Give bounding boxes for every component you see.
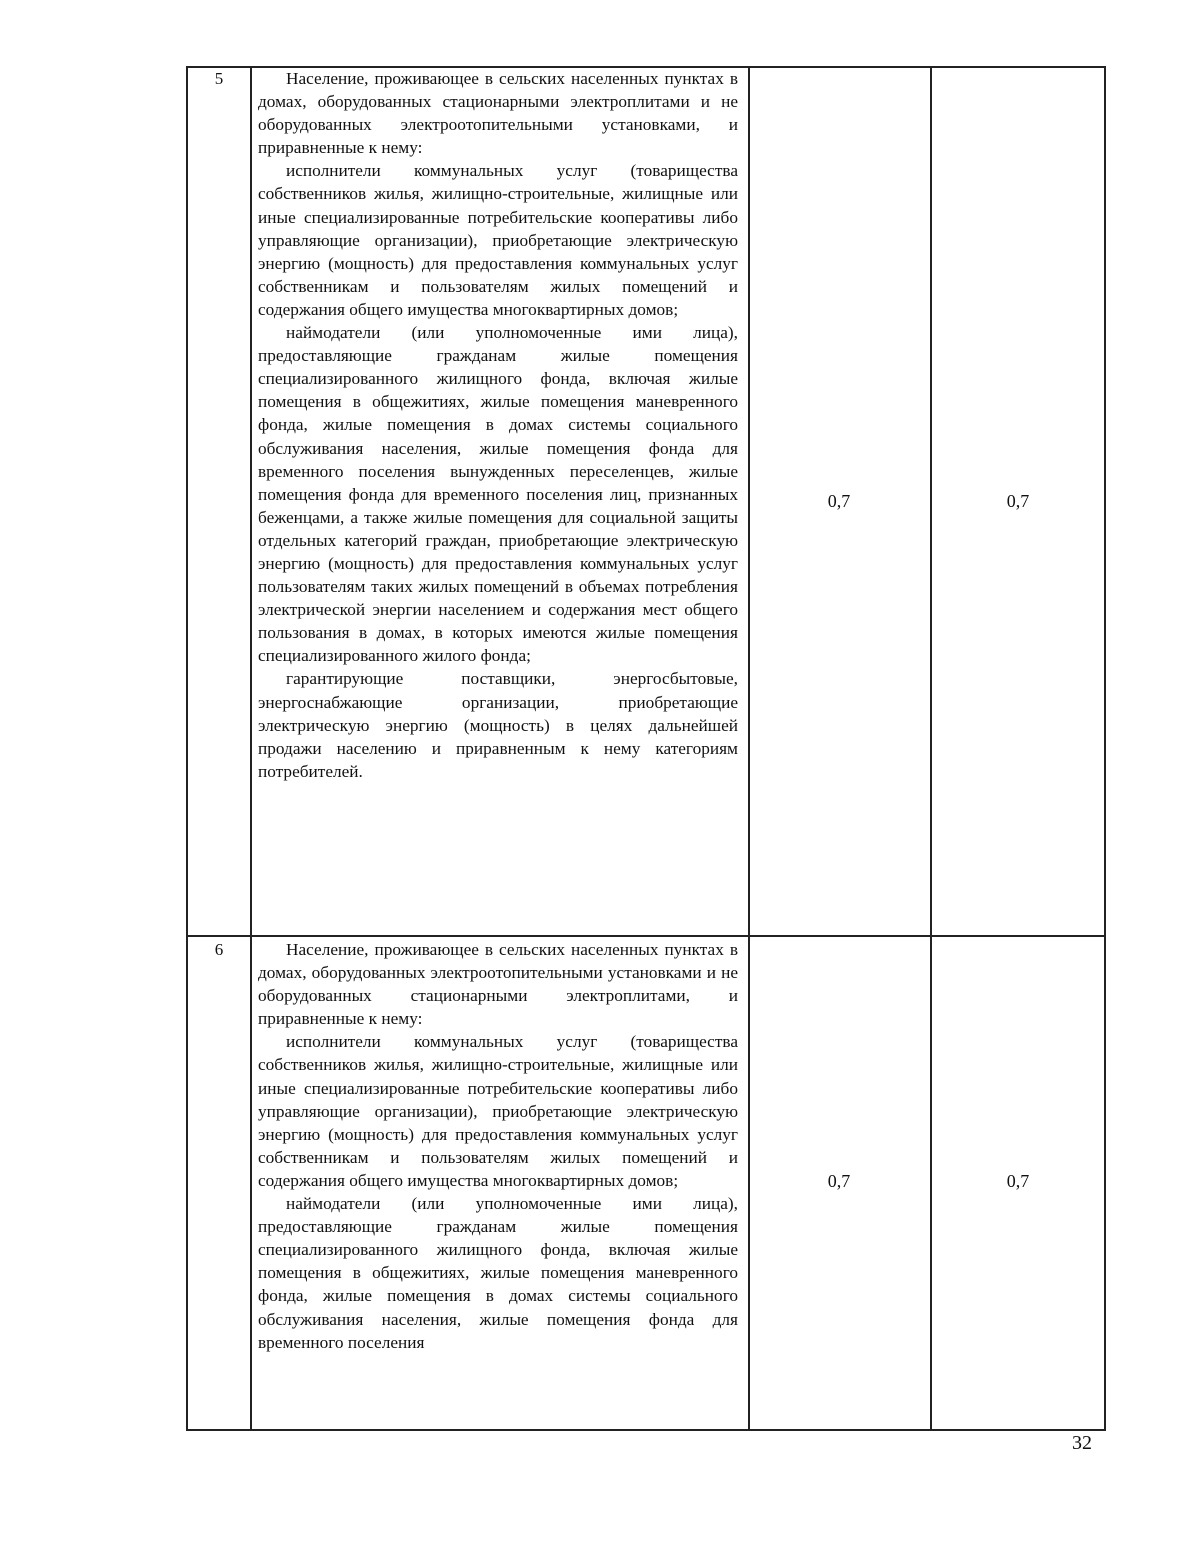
row-description [258, 67, 738, 783]
value-cell: 0,7 [827, 1171, 851, 1191]
column-divider [250, 68, 252, 1429]
value-cell: 0,7 [827, 491, 851, 511]
row-number: 6 [214, 940, 224, 959]
tariff-table [186, 66, 1106, 1431]
description-paragraph: наймодатели (или уполномоченные ими лица), предоставляющие гражданам жилые помещения специализированного жилищного фонда, включая жилые помещения в общежитиях, жилые помещения маневренного фонда, жилые помещения в домах системы социального обслуживания населения, жилые помещения фонда для временного поселения [258, 1194, 738, 1352]
description-paragraph: наймодатели (или уполномоченные ими лица), предоставляющие гражданам жилые помещения специализированного жилищного фонда, включая жилые помещения в общежитиях, жилые помещения маневренного фонда, жилые помещения в домах системы социального обслуживания населения, жилые помещения фонда для временного поселения вынужденных переселенцев, жилые помещения фонда для временного поселения лиц, признанных беженцами, а также жилые помещения для социальной защиты отдельных категорий граждан, приобретающие электрическую энергию (мощность) для предоставления коммунальных услуг пользователям таких жилых помещений в объемах потребления электрической энергии населением и содержания мест общего пользования в домах, в которых имеются жилые помещения специализированного жилого фонда; [258, 323, 738, 666]
value-cell: 0,7 [1006, 491, 1030, 511]
description-paragraph: Население, проживающее в сельских населенных пунктах в домах, оборудованных электроотопительными установками и не оборудованных стационарными электроплитами, и приравненные к нему: [258, 940, 738, 1029]
description-paragraph: исполнители коммунальных услуг (товарищества собственников жилья, жилищно-строительные, жилищные или иные специализированные потребительские кооперативы либо управляющие организации), приобретающие электрическую энергию (мощность) для предоставления коммунальных услуг собственникам и пользователям жилых помещений и содержания общего имущества многоквартирных домов; [258, 1032, 738, 1190]
description-paragraph: гарантирующие поставщики, энергосбытовые, энергоснабжающие организации, приобретающие электрическую энергию (мощность) в целях дальнейшей продажи населению и приравненным к нему категориям потребителей. [258, 669, 738, 781]
row-description [258, 938, 738, 1430]
description-paragraph: Население, проживающее в сельских населенных пунктах в домах, оборудованных стационарными электроплитами и не оборудованных электроотопительными установками, и приравненные к нему: [258, 69, 738, 158]
page-number: 32 [1072, 1432, 1092, 1454]
row-number: 5 [214, 69, 224, 88]
column-divider [748, 68, 750, 1429]
column-divider [930, 68, 932, 1429]
row-divider [188, 935, 1104, 937]
value-cell: 0,7 [1006, 1171, 1030, 1191]
description-paragraph: исполнители коммунальных услуг (товарищества собственников жилья, жилищно-строительные, жилищные или иные специализированные потребительские кооперативы либо управляющие организации), приобретающие электрическую энергию (мощность) для предоставления коммунальных услуг собственникам и пользователям жилых помещений и содержания общего имущества многоквартирных домов; [258, 161, 738, 319]
